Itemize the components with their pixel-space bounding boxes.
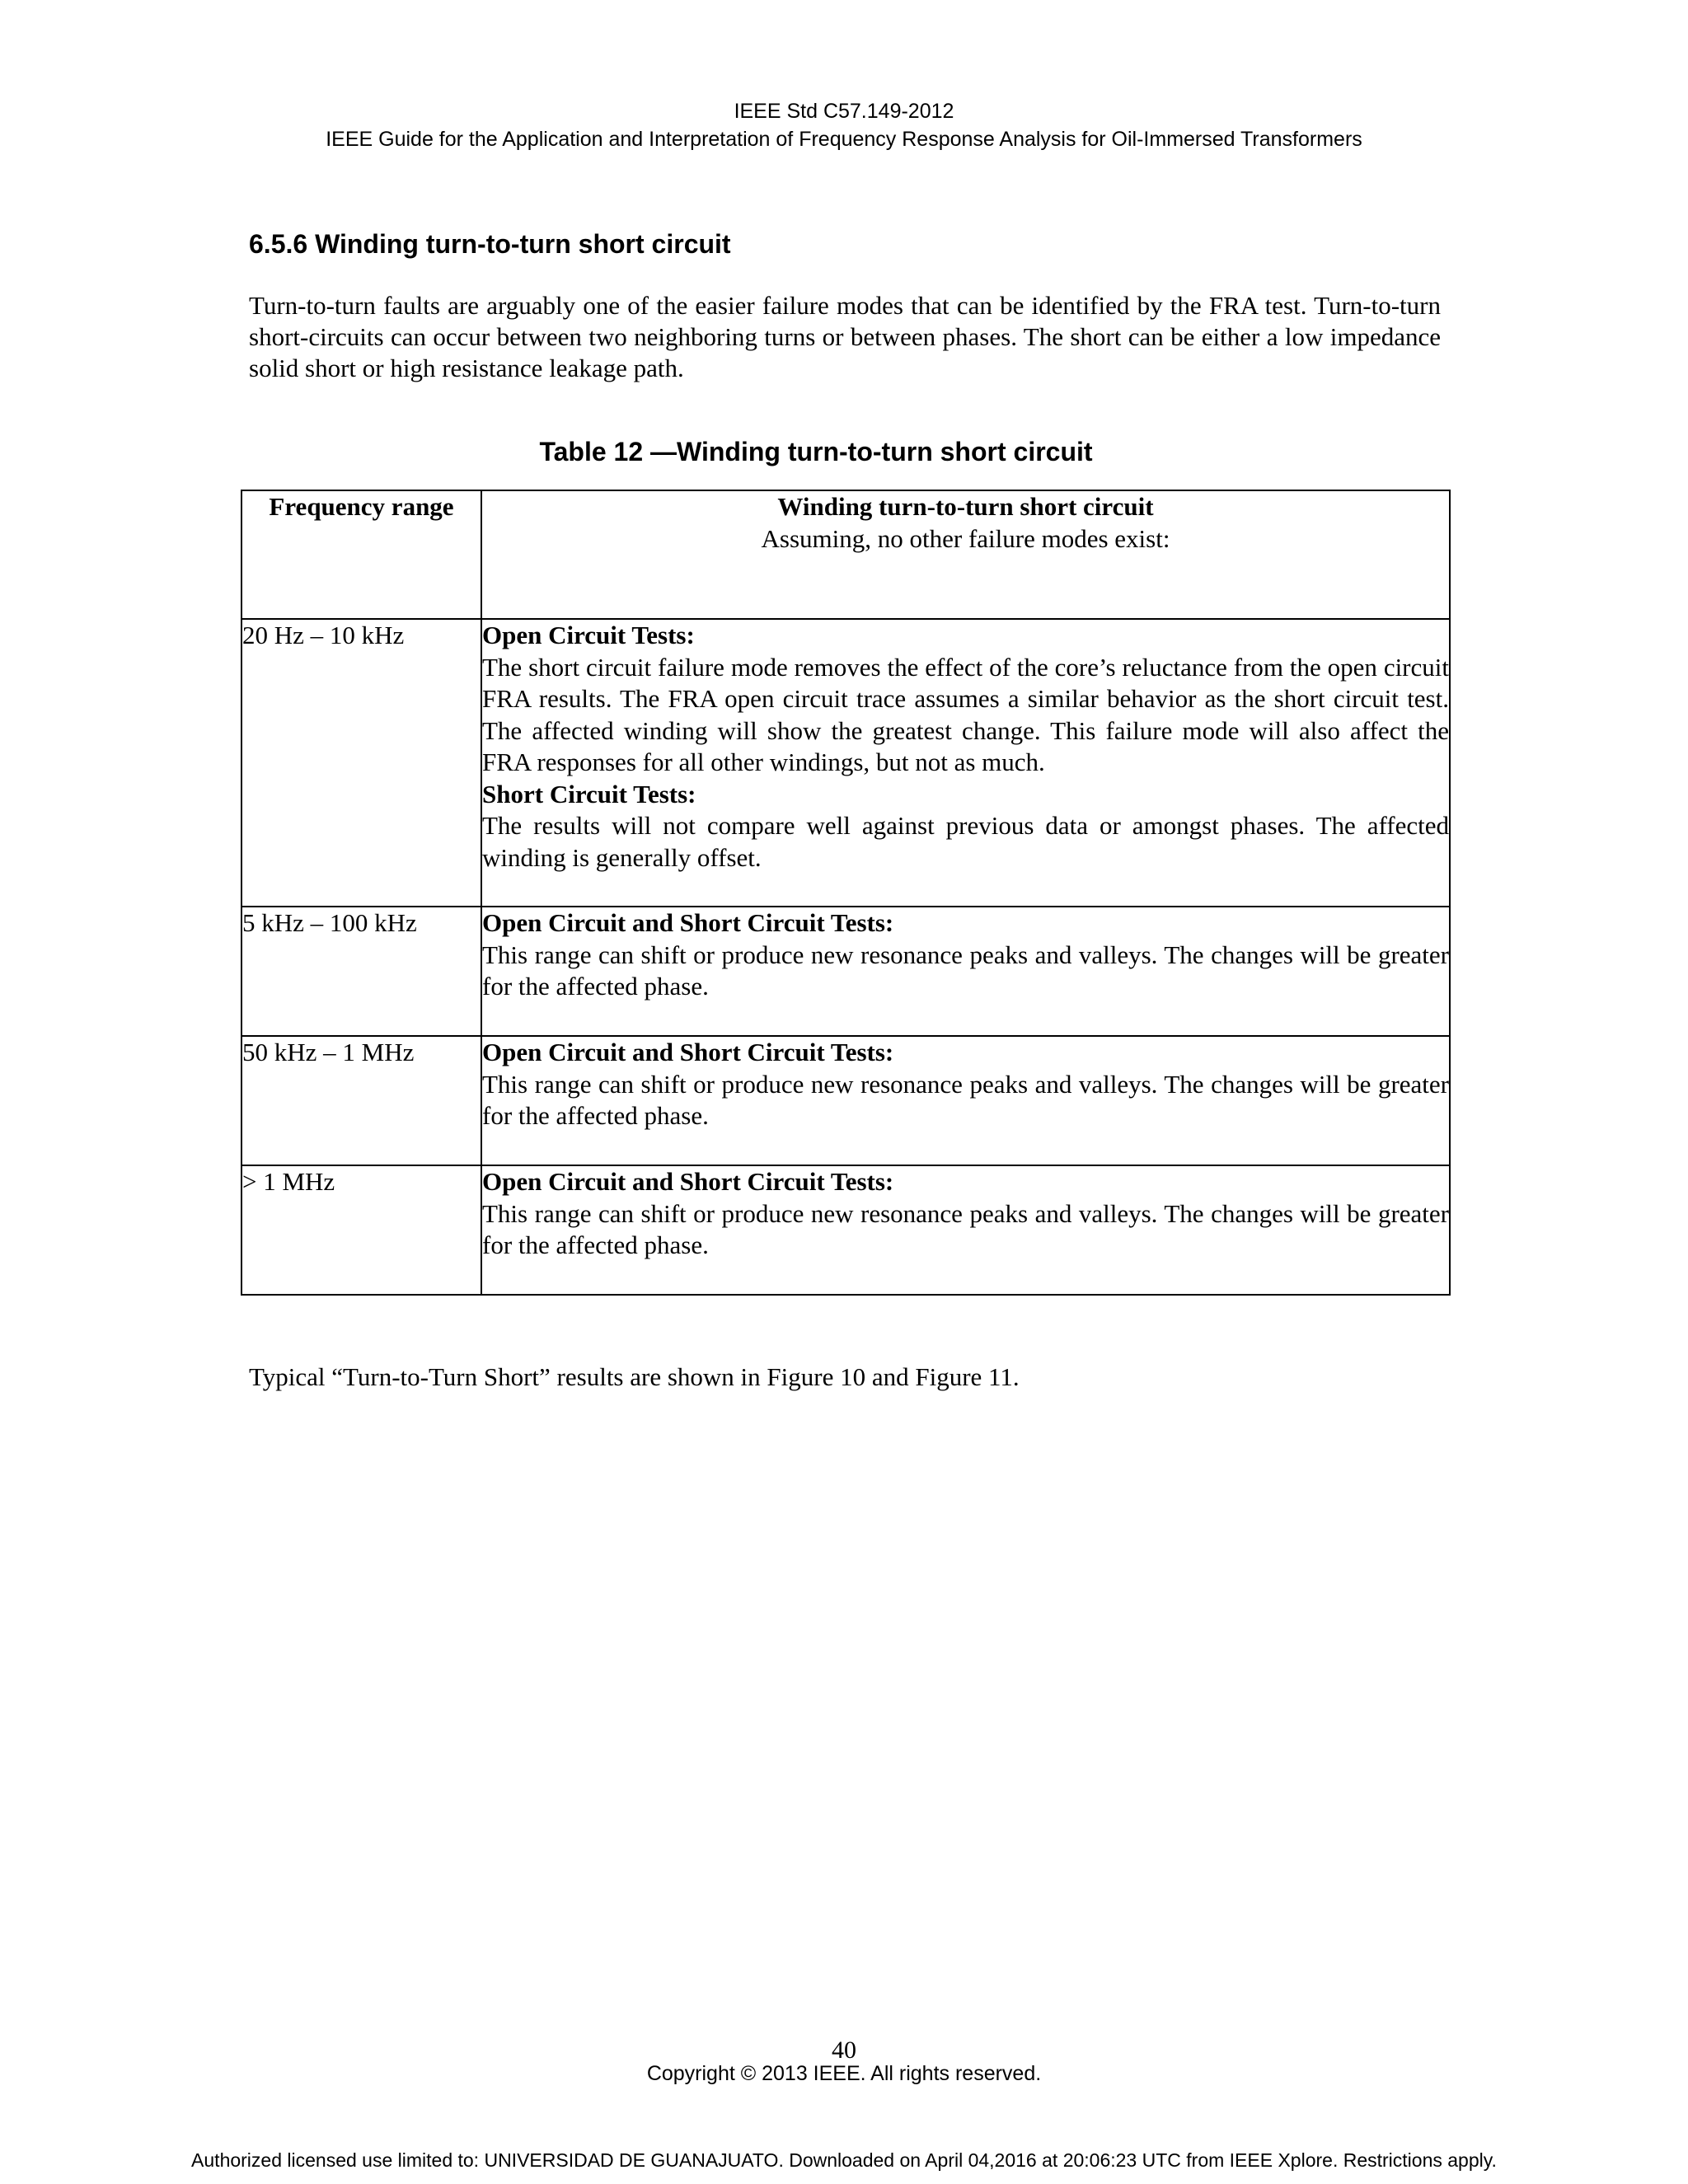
frequency-range-cell: 5 kHz – 100 kHz [241,907,481,1036]
header-description-subtitle: Assuming, no other failure modes exist: [761,523,1170,553]
test-description: The short circuit failure mode removes the effect of the core’s reluctance from the open circuit FRA results. The FRA open circuit trace assumes a similar behavior as the short circuit test. The affected winding will show the greatest change. This failure mode will also affect the FRA responses for all other windings, but not as much. [482,652,1449,776]
section-heading: 6.5.6 Winding turn-to-turn short circuit [249,229,731,259]
table-row [241,1165,1450,1295]
header-frequency-range: Frequency range [241,490,481,619]
header-description-title: Winding turn-to-turn short circuit [777,492,1154,521]
description-cell [481,1165,1450,1295]
table-row [241,619,1450,907]
test-description: This range can shift or produce new resonance peaks and valleys. The changes will be greater for the affected phase. [482,1198,1449,1259]
document-title: IEEE Guide for the Application and Interpretation of Frequency Response Analysis for Oil-Immersed Transformers [326,128,1362,151]
table-caption: Table 12 —Winding turn-to-turn short circuit [539,437,1093,466]
test-type-label: Open Circuit and Short Circuit Tests: [482,1167,894,1196]
description-cell [481,1036,1450,1165]
frequency-range-cell: 20 Hz – 10 kHz [241,619,481,907]
table-row [241,907,1450,1036]
failure-mode-table [241,490,1451,1296]
figure-reference-paragraph: Typical “Turn-to-Turn Short” results are shown in Figure 10 and Figure 11. [249,1362,1020,1391]
test-type-label: Short Circuit Tests: [482,779,696,808]
license-notice: Authorized licensed use limited to: UNIVERSIDAD DE GUANAJUATO. Downloaded on April 04,2016 at 20:06:23 UTC from IEEE Xplore. Restrictions apply. [191,2149,1497,2171]
test-description: This range can shift or produce new resonance peaks and valleys. The changes will be greater for the affected phase. [482,940,1449,1001]
test-type-label: Open Circuit Tests: [482,621,695,649]
test-description: This range can shift or produce new resonance peaks and valleys. The changes will be greater for the affected phase. [482,1069,1449,1130]
test-description: The results will not compare well against previous data or amongst phases. The affected winding is generally offset. [482,811,1449,872]
frequency-range-cell: 50 kHz – 1 MHz [241,1036,481,1165]
frequency-range-cell: > 1 MHz [241,1165,481,1295]
copyright-notice: Copyright © 2013 IEEE. All rights reserved. [646,2062,1042,2085]
test-type-label: Open Circuit and Short Circuit Tests: [482,1038,894,1066]
table-row [241,1036,1450,1165]
running-header [0,97,1688,153]
description-cell [481,907,1450,1036]
test-type-label: Open Circuit and Short Circuit Tests: [482,908,894,937]
description-cell [481,619,1450,907]
intro-paragraph: Turn-to-turn faults are arguably one of the easier failure modes that can be identified by the FRA test. Turn-to-turn short-circuits can occur between two neighboring turns or between phases. The short can be either a low impedance solid short or high resistance leakage path. [249,291,1441,382]
standard-number: IEEE Std C57.149-2012 [734,100,954,123]
page-number: 40 [832,2036,856,2064]
table-header-row [241,490,1450,619]
header-description [481,490,1450,619]
